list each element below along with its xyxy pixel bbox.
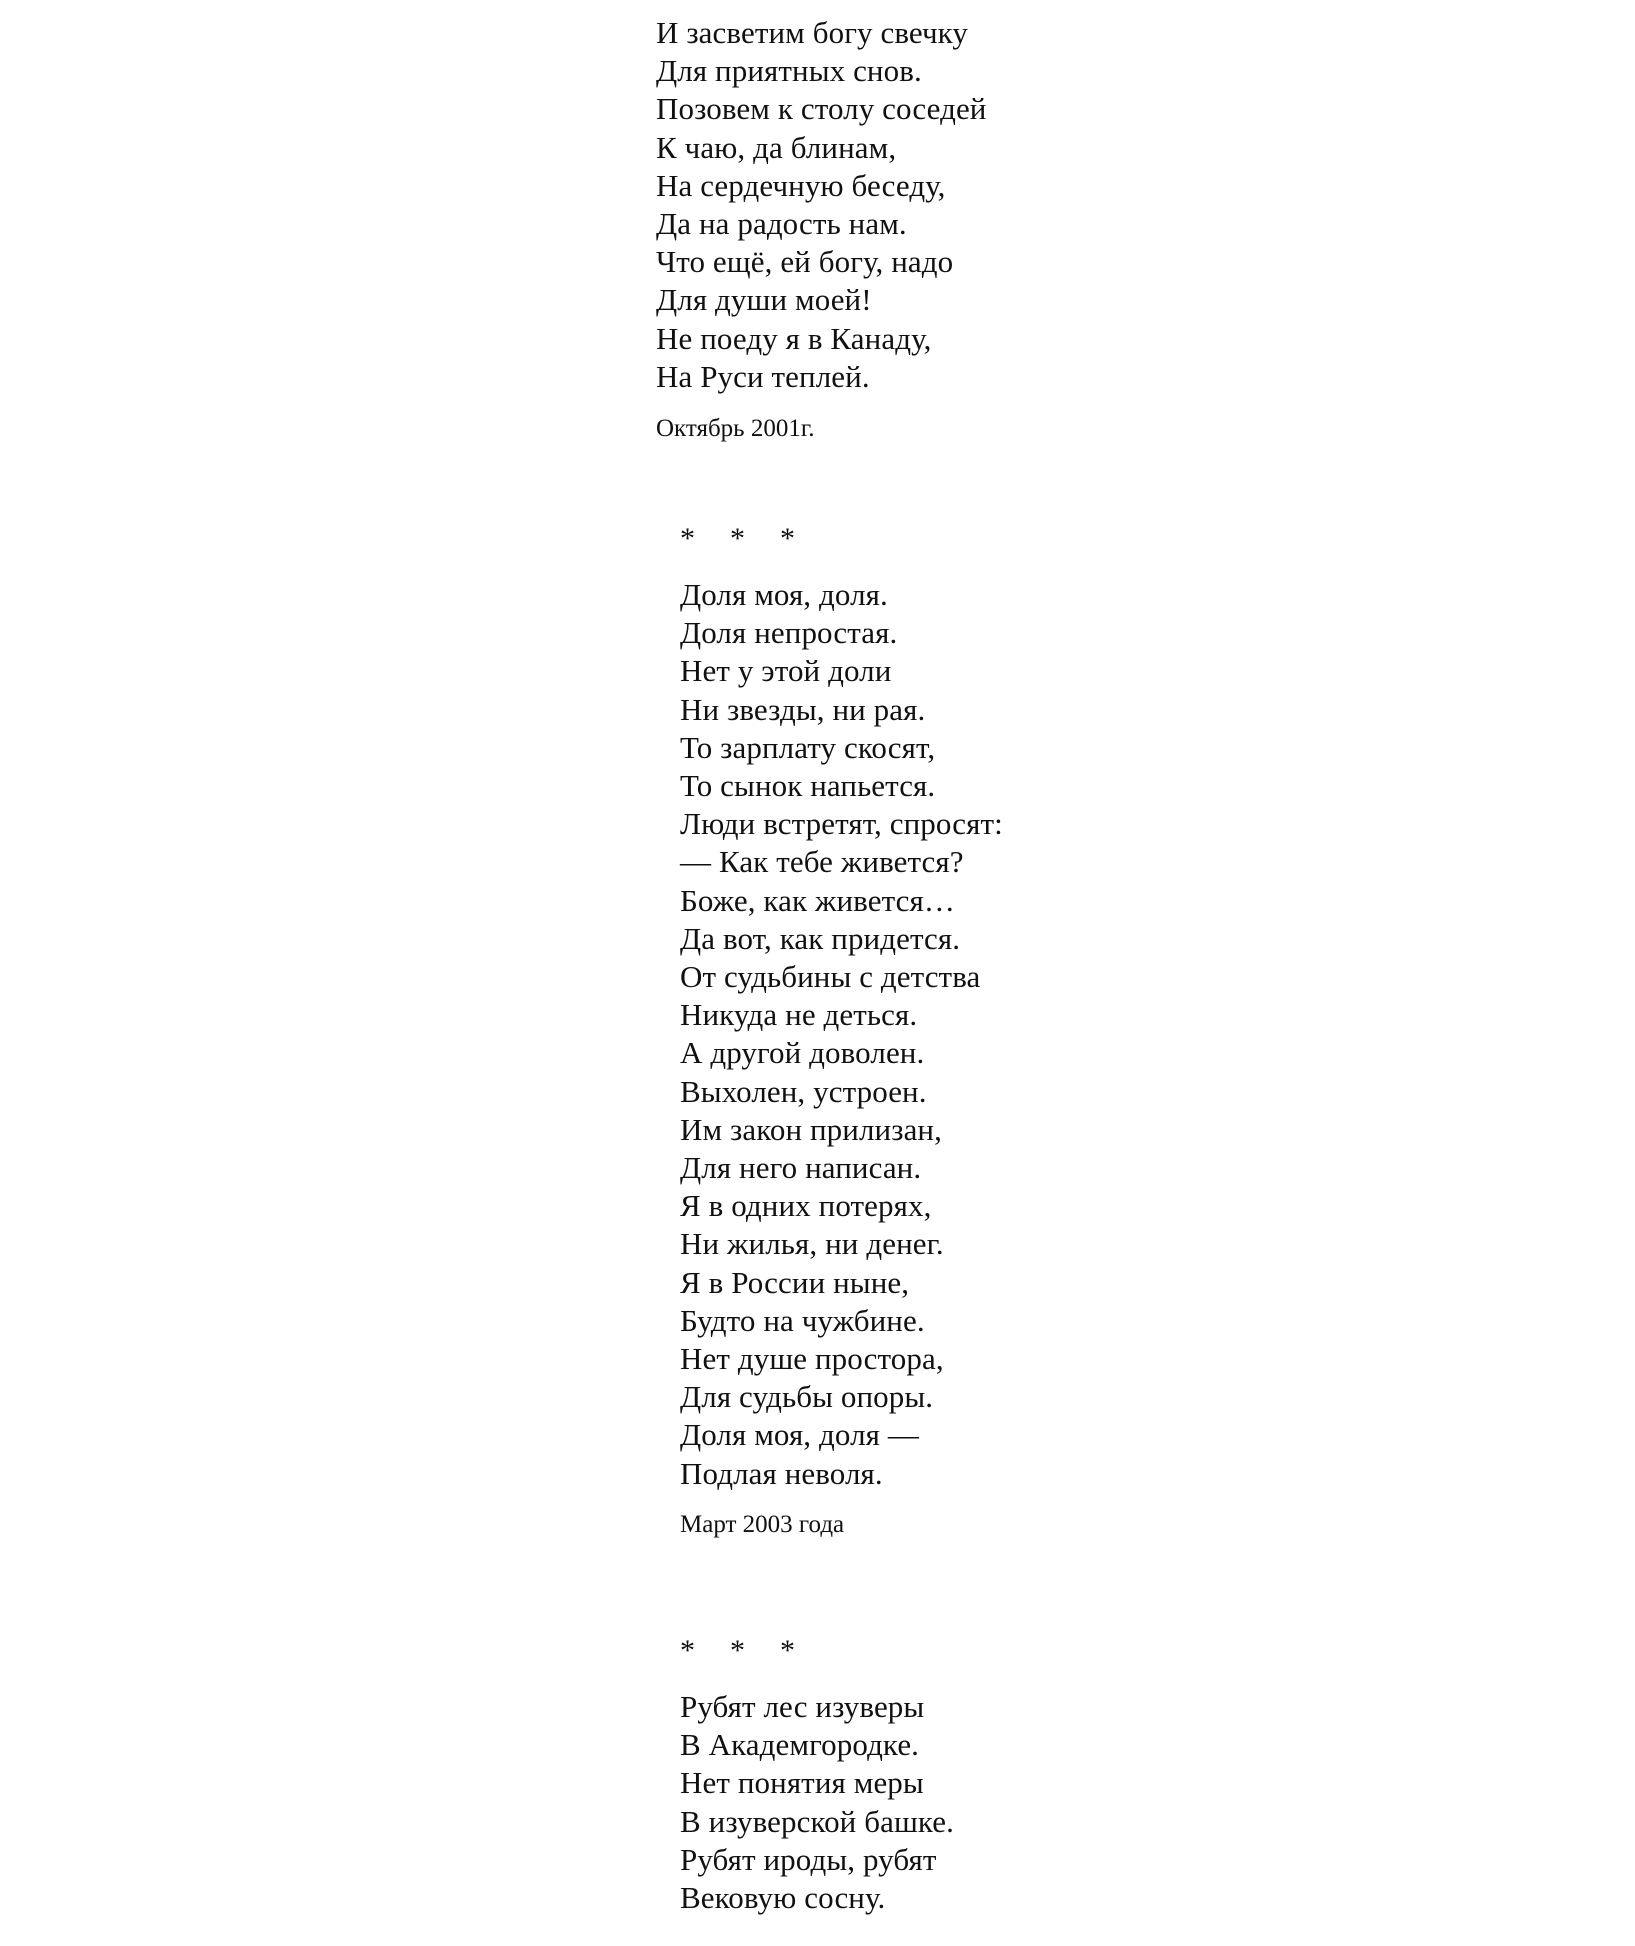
poem-line: Ни звезды, ни рая. — [680, 691, 926, 727]
poem-line: Позовем к столу соседей — [656, 91, 987, 127]
poem-line: Будто на чужбине. — [680, 1302, 925, 1338]
poem-line: К чаю, да блинам, — [656, 129, 897, 165]
poem-line: Для него написан. — [680, 1150, 922, 1186]
poem-line: А другой доволен. — [680, 1035, 925, 1071]
poem-1-date: Октябрь 2001г. — [656, 415, 815, 442]
poem-line: То зарплату скосят, — [680, 729, 936, 765]
poem-line: Им закон прилизан, — [680, 1111, 942, 1147]
poem-line: Нет у этой доли — [680, 653, 892, 689]
poem-line: — Как тебе живется? — [680, 844, 964, 880]
poem-line: В Академгородке. — [680, 1727, 920, 1763]
poem-line: В изуверской башке. — [680, 1803, 955, 1839]
poem-line: Боже, как живется… — [680, 882, 955, 918]
separator-asterisk: * — [680, 1634, 695, 1667]
poem-line: И засветим богу свечку — [656, 15, 968, 50]
poem-line: Никуда не деться. — [680, 997, 918, 1033]
poem-line: Рубят ироды, рубят — [680, 1841, 937, 1877]
poem-line: Нет душе простора, — [680, 1341, 944, 1377]
poem-3-stanza — [680, 1688, 954, 1917]
poem-line: То сынок напьется. — [680, 768, 936, 804]
poem-line: Доля моя, доля — — [680, 1417, 919, 1453]
poem-line: Не поеду я в Канаду, — [656, 320, 932, 356]
poem-line: Рубят лес изуверы — [680, 1689, 925, 1724]
poem-line: Подлая неволя. — [680, 1455, 883, 1491]
poem-line: Доля моя, доля. — [680, 577, 888, 612]
separator-asterisk: * — [680, 522, 695, 555]
poem-line: Ни жилья, ни денег. — [680, 1226, 944, 1262]
poem-line: Да вот, как придется. — [680, 920, 961, 956]
poem-line: От судьбины с детства — [680, 959, 981, 995]
poem-3-separator — [680, 1636, 830, 1666]
poem-2-stanza — [680, 576, 1003, 1493]
poem-line: Для судьбы опоры. — [680, 1379, 934, 1415]
poem-line: Для приятных снов. — [656, 53, 922, 89]
poem-line: Вековую сосну. — [680, 1880, 886, 1916]
poem-line: Доля непростая. — [680, 615, 898, 651]
poem-1-stanza — [656, 14, 987, 396]
poem-line: На Руси теплей. — [656, 358, 870, 394]
separator-asterisk: * — [780, 1634, 795, 1667]
poem-2-date: Март 2003 года — [680, 1511, 845, 1538]
separator-asterisk: * — [730, 1634, 745, 1667]
poem-line: Что ещё, ей богу, надо — [656, 244, 954, 280]
poem-line: Для души моей! — [656, 282, 872, 318]
poem-line: Я в одних потерях, — [680, 1188, 932, 1224]
poem-line: Нет понятия меры — [680, 1765, 924, 1801]
poem-line: Да на радость нам. — [656, 206, 907, 242]
separator-asterisk: * — [730, 522, 745, 555]
poem-line: Я в России ныне, — [680, 1264, 910, 1300]
poem-2-separator — [680, 524, 830, 554]
poem-line: На сердечную беседу, — [656, 167, 946, 203]
separator-asterisk: * — [780, 522, 795, 555]
poem-line: Люди встретят, спросят: — [680, 806, 1003, 842]
poem-line: Выхолен, устроен. — [680, 1073, 927, 1109]
